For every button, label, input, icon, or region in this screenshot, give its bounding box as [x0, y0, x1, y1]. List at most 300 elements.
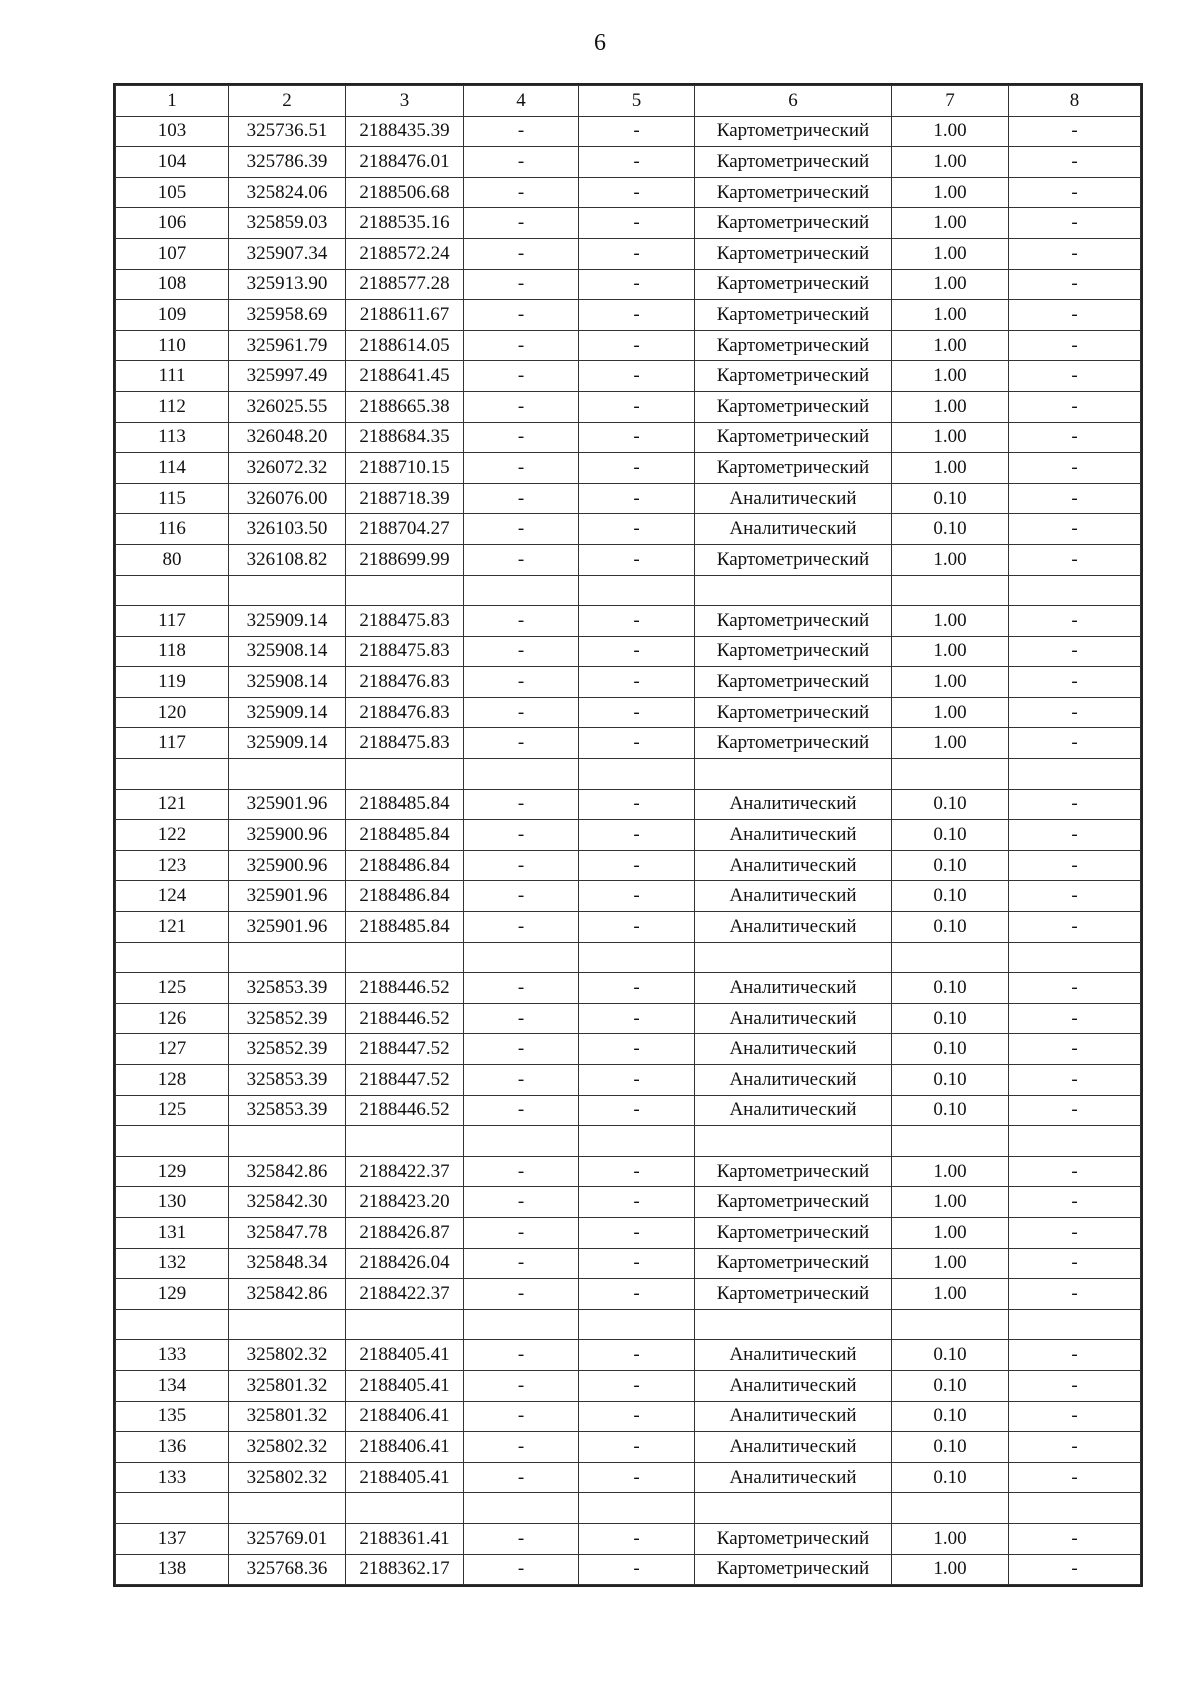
table-cell: 2188476.83 [346, 697, 464, 728]
table-row [116, 667, 1141, 698]
table-cell: 0.10 [892, 820, 1009, 851]
table-cell: - [579, 391, 695, 422]
table-cell: - [579, 1187, 695, 1218]
table-cell: 2188426.87 [346, 1217, 464, 1248]
table-cell: - [1009, 1462, 1141, 1493]
table-row [116, 1156, 1141, 1187]
table-cell: 2188475.83 [346, 606, 464, 637]
table-cell: Картометрический [695, 238, 892, 269]
table-cell: Картометрический [695, 606, 892, 637]
table-cell: 2188476.01 [346, 147, 464, 178]
table-cell: 127 [116, 1034, 229, 1065]
table-cell [346, 1309, 464, 1340]
table-cell [346, 1126, 464, 1157]
table-cell: - [1009, 1095, 1141, 1126]
table-cell: - [579, 1248, 695, 1279]
table-cell: - [579, 1217, 695, 1248]
table-cell: Аналитический [695, 1340, 892, 1371]
table-row [116, 973, 1141, 1004]
table-cell [579, 1309, 695, 1340]
table-cell: - [464, 1156, 579, 1187]
table-cell: - [464, 361, 579, 392]
table-cell: - [1009, 361, 1141, 392]
table-cell: 118 [116, 636, 229, 667]
table-cell: - [1009, 1034, 1141, 1065]
table-cell: 325824.06 [229, 177, 346, 208]
table-cell: - [1009, 483, 1141, 514]
table-cell: 2188422.37 [346, 1279, 464, 1310]
table-cell: 2188699.99 [346, 544, 464, 575]
table-cell: - [1009, 1554, 1141, 1585]
table-cell: 325801.32 [229, 1401, 346, 1432]
table-cell: 1.00 [892, 208, 1009, 239]
table-cell: Аналитический [695, 789, 892, 820]
table-cell: 107 [116, 238, 229, 269]
table-row [116, 789, 1141, 820]
table-cell: 2188435.39 [346, 116, 464, 147]
table-cell: Картометрический [695, 116, 892, 147]
table-cell: 0.10 [892, 881, 1009, 912]
table-cell: - [1009, 514, 1141, 545]
table-cell: - [579, 1370, 695, 1401]
table-cell: 131 [116, 1217, 229, 1248]
table-cell: Аналитический [695, 483, 892, 514]
table-cell: Аналитический [695, 820, 892, 851]
table-cell: 138 [116, 1554, 229, 1585]
table-cell [229, 575, 346, 606]
table-row [116, 606, 1141, 637]
table-row [116, 391, 1141, 422]
table-cell: 326025.55 [229, 391, 346, 422]
table-cell: 2188446.52 [346, 1095, 464, 1126]
table-cell: - [464, 636, 579, 667]
table-cell: - [579, 238, 695, 269]
table-row [116, 820, 1141, 851]
table-cell: 0.10 [892, 789, 1009, 820]
table-cell: 2188406.41 [346, 1401, 464, 1432]
table-cell: 2188362.17 [346, 1554, 464, 1585]
table-cell: Аналитический [695, 1034, 892, 1065]
table-cell: 119 [116, 667, 229, 698]
table-cell: - [1009, 728, 1141, 759]
table-row [116, 1248, 1141, 1279]
table-cell: 109 [116, 300, 229, 331]
table-cell: - [464, 1003, 579, 1034]
table-cell: 0.10 [892, 514, 1009, 545]
table-cell: Картометрический [695, 544, 892, 575]
table-cell: - [1009, 606, 1141, 637]
table-cell: - [1009, 1003, 1141, 1034]
table-cell: - [464, 391, 579, 422]
table-cell: 2188485.84 [346, 820, 464, 851]
table-cell: - [464, 1554, 579, 1585]
table-cell [229, 759, 346, 790]
table-cell: 0.10 [892, 973, 1009, 1004]
table-cell: Аналитический [695, 1432, 892, 1463]
table-cell: 0.10 [892, 483, 1009, 514]
table-cell: 1.00 [892, 269, 1009, 300]
table-cell: - [579, 789, 695, 820]
table-cell: 325901.96 [229, 881, 346, 912]
table-cell: - [579, 453, 695, 484]
table-cell: 325997.49 [229, 361, 346, 392]
table-cell: Картометрический [695, 147, 892, 178]
table-cell: - [464, 881, 579, 912]
table-row [116, 269, 1141, 300]
table-cell: 1.00 [892, 697, 1009, 728]
table-cell: - [464, 697, 579, 728]
table-cell [464, 1309, 579, 1340]
table-cell: 117 [116, 728, 229, 759]
table-cell: 0.10 [892, 1003, 1009, 1034]
table-cell: 325801.32 [229, 1370, 346, 1401]
table-cell: Аналитический [695, 1065, 892, 1096]
table-cell: 1.00 [892, 1187, 1009, 1218]
table-cell: 2188718.39 [346, 483, 464, 514]
table-cell [464, 575, 579, 606]
table-cell: 325853.39 [229, 973, 346, 1004]
table-cell: - [464, 1034, 579, 1065]
table-cell [579, 1126, 695, 1157]
table-cell [695, 1493, 892, 1524]
table-row [116, 422, 1141, 453]
table-cell: 1.00 [892, 238, 1009, 269]
table-cell: 136 [116, 1432, 229, 1463]
table-cell: 135 [116, 1401, 229, 1432]
column-header: 2 [229, 86, 346, 117]
table-cell: - [579, 912, 695, 943]
table-cell: - [579, 667, 695, 698]
table-cell: 80 [116, 544, 229, 575]
table-cell: - [579, 1432, 695, 1463]
table-cell [1009, 1493, 1141, 1524]
table-row [116, 1432, 1141, 1463]
table-cell: 2188611.67 [346, 300, 464, 331]
table-cell: 2188446.52 [346, 1003, 464, 1034]
table-cell: - [464, 208, 579, 239]
table-cell: 325736.51 [229, 116, 346, 147]
table-cell [346, 942, 464, 973]
table-cell: - [1009, 1340, 1141, 1371]
table-cell: 1.00 [892, 177, 1009, 208]
page-number: 6 [594, 30, 606, 56]
table-cell: - [1009, 1432, 1141, 1463]
table-row [116, 881, 1141, 912]
table-cell [229, 1126, 346, 1157]
column-header: 3 [346, 86, 464, 117]
table-row [116, 1401, 1141, 1432]
table-cell: Аналитический [695, 973, 892, 1004]
table-cell: 326076.00 [229, 483, 346, 514]
table-cell: 1.00 [892, 391, 1009, 422]
table-cell: 325908.14 [229, 667, 346, 698]
table-cell [464, 759, 579, 790]
table-cell: Картометрический [695, 1554, 892, 1585]
table-cell [1009, 759, 1141, 790]
column-header: 6 [695, 86, 892, 117]
table-cell [579, 759, 695, 790]
table-cell: - [579, 973, 695, 1004]
table-cell: 2188446.52 [346, 973, 464, 1004]
table-cell: 105 [116, 177, 229, 208]
table-cell [695, 942, 892, 973]
table-cell: - [464, 1279, 579, 1310]
table-cell: - [1009, 1279, 1141, 1310]
table-cell: 325853.39 [229, 1095, 346, 1126]
table-cell: 130 [116, 1187, 229, 1218]
table-cell: 113 [116, 422, 229, 453]
table-cell: - [579, 483, 695, 514]
table-cell: - [464, 1523, 579, 1554]
table-cell: 325901.96 [229, 789, 346, 820]
table-row [116, 1462, 1141, 1493]
table-cell: 134 [116, 1370, 229, 1401]
table-cell: Картометрический [695, 391, 892, 422]
table-cell: - [1009, 789, 1141, 820]
table-cell: 133 [116, 1462, 229, 1493]
table-cell: - [464, 820, 579, 851]
table-cell: 325852.39 [229, 1034, 346, 1065]
table-cell: 120 [116, 697, 229, 728]
table-cell: 128 [116, 1065, 229, 1096]
table-cell: - [1009, 1370, 1141, 1401]
table-cell: - [1009, 1156, 1141, 1187]
table-row [116, 1340, 1141, 1371]
table-cell: Картометрический [695, 269, 892, 300]
table-row [116, 1095, 1141, 1126]
table-row [116, 116, 1141, 147]
table-cell: 104 [116, 147, 229, 178]
table-cell: - [579, 1065, 695, 1096]
table-cell: 1.00 [892, 1156, 1009, 1187]
table-cell: 325842.86 [229, 1279, 346, 1310]
table-cell: Картометрический [695, 1523, 892, 1554]
table-cell: Картометрический [695, 177, 892, 208]
table-cell: 2188422.37 [346, 1156, 464, 1187]
table-cell: 2188684.35 [346, 422, 464, 453]
table-cell [229, 1493, 346, 1524]
table-cell: 117 [116, 606, 229, 637]
table-cell: 106 [116, 208, 229, 239]
table-cell: 1.00 [892, 361, 1009, 392]
table-row [116, 1523, 1141, 1554]
table-row [116, 361, 1141, 392]
table-cell [892, 942, 1009, 973]
table-cell: 1.00 [892, 1248, 1009, 1279]
table-cell: 326072.32 [229, 453, 346, 484]
table-cell: - [1009, 667, 1141, 698]
table-row [116, 514, 1141, 545]
table-cell: - [464, 483, 579, 514]
table-cell: - [1009, 147, 1141, 178]
table-cell: 0.10 [892, 912, 1009, 943]
table-cell: - [1009, 1217, 1141, 1248]
table-cell [346, 1493, 464, 1524]
table-cell: - [1009, 453, 1141, 484]
table-cell: Картометрический [695, 1217, 892, 1248]
table-row [116, 1065, 1141, 1096]
table-cell: - [464, 422, 579, 453]
table-cell: 325909.14 [229, 728, 346, 759]
table-cell: 2188485.84 [346, 789, 464, 820]
table-cell: Аналитический [695, 1003, 892, 1034]
table-cell: 1.00 [892, 147, 1009, 178]
table-cell: Картометрический [695, 1248, 892, 1279]
table-cell: - [464, 514, 579, 545]
table-cell: - [464, 789, 579, 820]
table-cell: Картометрический [695, 636, 892, 667]
table-cell [892, 759, 1009, 790]
table-cell: 126 [116, 1003, 229, 1034]
separator-row [116, 575, 1141, 606]
table-cell: 1.00 [892, 1279, 1009, 1310]
table-cell: 325900.96 [229, 820, 346, 851]
table-cell: Аналитический [695, 1095, 892, 1126]
table-cell: - [1009, 330, 1141, 361]
table-cell: - [1009, 1401, 1141, 1432]
table-cell: 325853.39 [229, 1065, 346, 1096]
table-cell: - [1009, 697, 1141, 728]
table-cell: Аналитический [695, 881, 892, 912]
table-cell: - [579, 361, 695, 392]
table-cell: - [1009, 116, 1141, 147]
table-cell: 325909.14 [229, 697, 346, 728]
table-cell: 326108.82 [229, 544, 346, 575]
table-cell: 112 [116, 391, 229, 422]
table-cell: 122 [116, 820, 229, 851]
table-cell: - [579, 1523, 695, 1554]
table-cell: 2188475.83 [346, 636, 464, 667]
separator-row [116, 1126, 1141, 1157]
table-cell: 1.00 [892, 300, 1009, 331]
table-cell: - [464, 1095, 579, 1126]
table-cell [695, 1309, 892, 1340]
table-cell: - [464, 1248, 579, 1279]
table-cell [116, 575, 229, 606]
table-cell: - [1009, 1523, 1141, 1554]
separator-row [116, 1493, 1141, 1524]
table-cell: - [1009, 850, 1141, 881]
table-cell: - [464, 1187, 579, 1218]
table-cell: 325802.32 [229, 1340, 346, 1371]
table-cell: 325842.86 [229, 1156, 346, 1187]
separator-row [116, 1309, 1141, 1340]
table-cell: - [464, 238, 579, 269]
table-cell: - [1009, 820, 1141, 851]
table-cell: Картометрический [695, 208, 892, 239]
table-cell: - [579, 177, 695, 208]
table-cell [579, 942, 695, 973]
table-cell: - [579, 116, 695, 147]
table-cell: 2188614.05 [346, 330, 464, 361]
table-cell: 1.00 [892, 728, 1009, 759]
table-cell: 1.00 [892, 606, 1009, 637]
header-row [116, 86, 1141, 117]
table-cell [464, 1493, 579, 1524]
table-cell: - [579, 1340, 695, 1371]
table-row [116, 1034, 1141, 1065]
table-cell: 137 [116, 1523, 229, 1554]
table-cell [892, 575, 1009, 606]
table-row [116, 1187, 1141, 1218]
column-header: 1 [116, 86, 229, 117]
table-cell: Картометрический [695, 300, 892, 331]
table-cell: 1.00 [892, 453, 1009, 484]
table-cell: 325859.03 [229, 208, 346, 239]
table-cell [695, 1126, 892, 1157]
table-row [116, 697, 1141, 728]
table-cell: Аналитический [695, 514, 892, 545]
table-cell [116, 1309, 229, 1340]
table-cell: 2188641.45 [346, 361, 464, 392]
table-cell: - [579, 728, 695, 759]
table-cell: 124 [116, 881, 229, 912]
table-cell: - [1009, 881, 1141, 912]
table-cell: - [579, 300, 695, 331]
table-cell: 325802.32 [229, 1432, 346, 1463]
table-cell: 132 [116, 1248, 229, 1279]
table-cell: - [579, 850, 695, 881]
table-cell: 123 [116, 850, 229, 881]
table-cell: - [579, 422, 695, 453]
table-cell: - [464, 1217, 579, 1248]
table-cell [1009, 1309, 1141, 1340]
table-cell: 325842.30 [229, 1187, 346, 1218]
table-cell: - [579, 1554, 695, 1585]
table-cell [346, 759, 464, 790]
table-cell: - [1009, 422, 1141, 453]
table-cell: - [579, 147, 695, 178]
table-cell: - [464, 453, 579, 484]
table-cell: 325847.78 [229, 1217, 346, 1248]
table-cell: - [464, 1370, 579, 1401]
table-cell: 0.10 [892, 1432, 1009, 1463]
table-cell: - [1009, 391, 1141, 422]
table-row [116, 238, 1141, 269]
table-cell: 1.00 [892, 1554, 1009, 1585]
table-cell: 2188405.41 [346, 1340, 464, 1371]
separator-row [116, 759, 1141, 790]
table-cell: 2188423.20 [346, 1187, 464, 1218]
table-cell: - [464, 1340, 579, 1371]
table-cell: - [579, 636, 695, 667]
table-cell: - [579, 1156, 695, 1187]
table-cell: - [579, 820, 695, 851]
table-cell: - [579, 1003, 695, 1034]
table-row [116, 728, 1141, 759]
table-cell [229, 1309, 346, 1340]
table-cell: 1.00 [892, 1217, 1009, 1248]
table-cell [116, 1126, 229, 1157]
table-cell: 325907.34 [229, 238, 346, 269]
table-header [116, 86, 1141, 117]
table-cell: - [464, 147, 579, 178]
table-cell: 2188665.38 [346, 391, 464, 422]
table-cell: 325909.14 [229, 606, 346, 637]
table-cell: - [579, 1034, 695, 1065]
table-cell: 2188485.84 [346, 912, 464, 943]
table-cell: 125 [116, 1095, 229, 1126]
table-cell: 2188572.24 [346, 238, 464, 269]
table-row [116, 636, 1141, 667]
table-cell: 133 [116, 1340, 229, 1371]
table-cell: Картометрический [695, 1156, 892, 1187]
table-cell: 115 [116, 483, 229, 514]
table-cell: 2188577.28 [346, 269, 464, 300]
table-cell: 2188486.84 [346, 850, 464, 881]
coordinates-table [115, 85, 1141, 1585]
table-cell [579, 575, 695, 606]
